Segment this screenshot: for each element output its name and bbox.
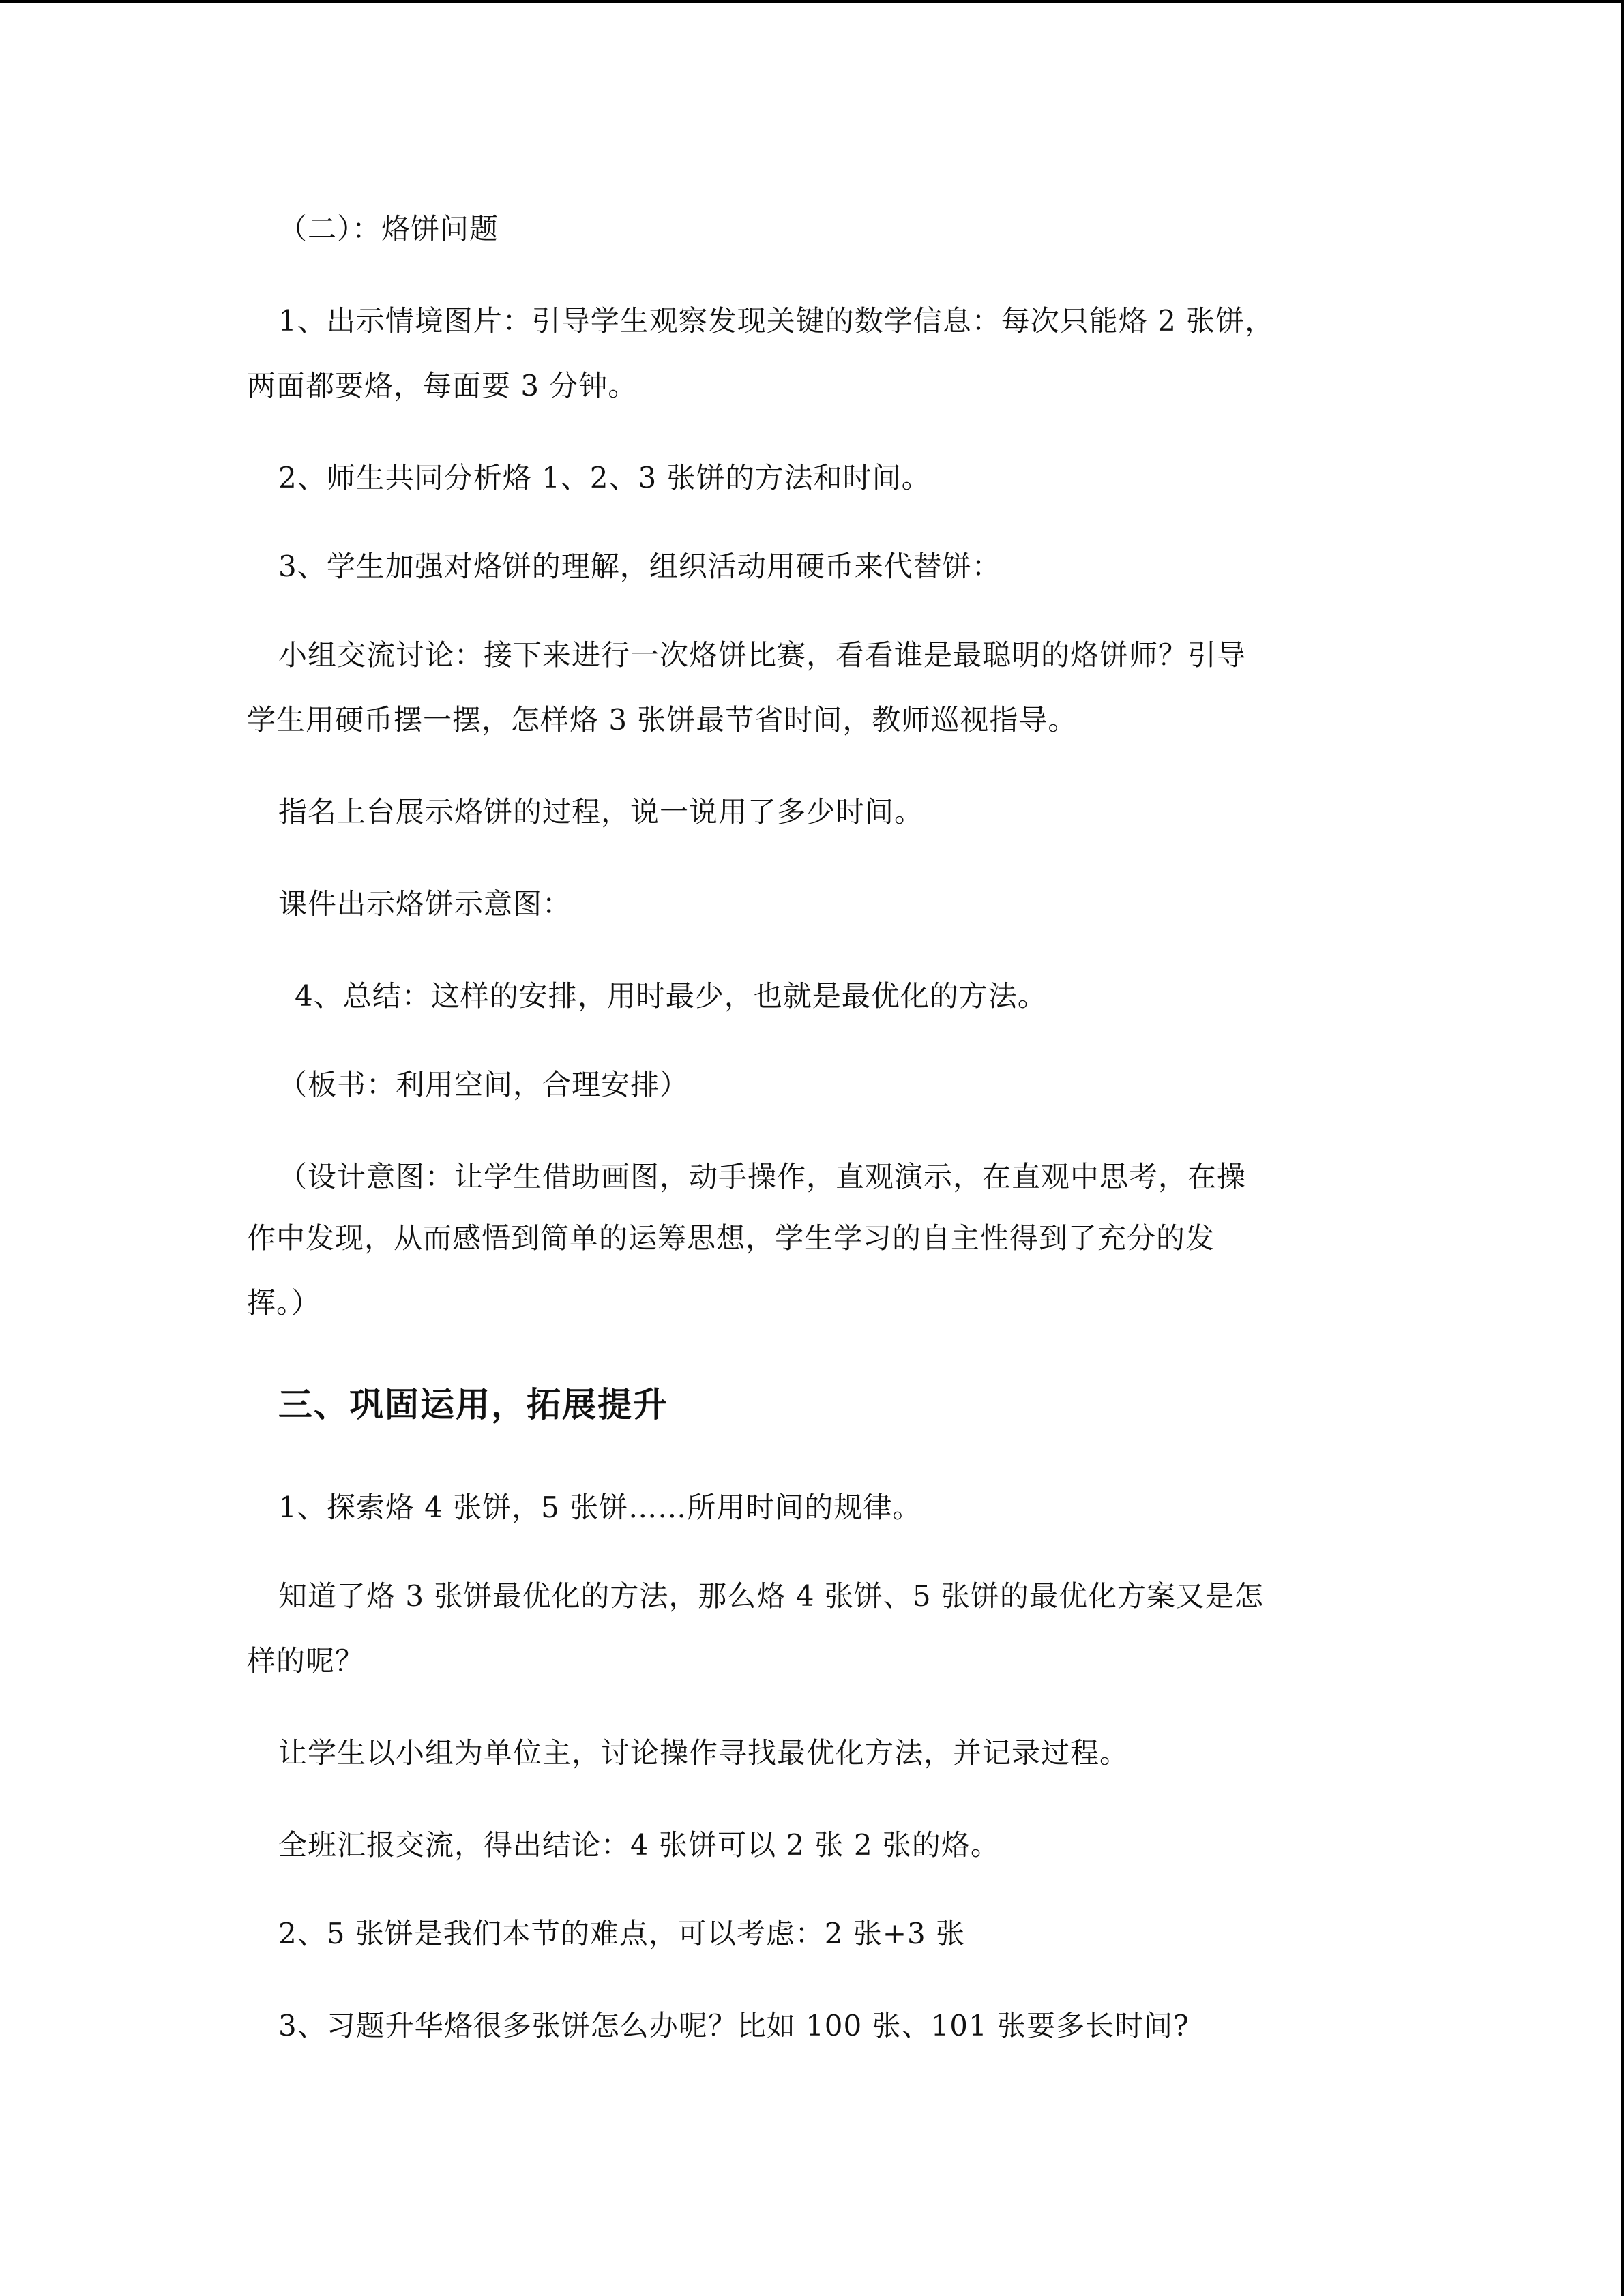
paragraph-line: 小组交流讨论：接下来进行一次烙饼比赛，看看谁是最聪明的烙饼师？引导 — [278, 638, 1247, 672]
paragraph-line: （设计意图：让学生借助画图，动手操作，直观演示，在直观中思考，在操 — [278, 1160, 1247, 1193]
paragraph-line: 4、总结：这样的安排，用时最少，也就是最优化的方法。 — [295, 979, 1047, 1013]
page-border-right — [1621, 0, 1624, 2296]
page-border-top — [0, 0, 1624, 3]
paragraph-line: 课件出示烙饼示意图： — [278, 887, 572, 921]
paragraph-line: 挥。） — [247, 1286, 321, 1320]
paragraph-line: 全班汇报交流，得出结论：4 张饼可以 2 张 2 张的烙。 — [278, 1828, 1000, 1862]
paragraph-line: 指名上台展示烙饼的过程，说一说用了多少时间。 — [278, 795, 924, 829]
paragraph-line: 学生用硬币摆一摆，怎样烙 3 张饼最节省时间，教师巡视指导。 — [247, 703, 1078, 736]
paragraph-line: 两面都要烙，每面要 3 分钟。 — [247, 369, 638, 402]
section-subtitle: （二）：烙饼问题 — [278, 212, 499, 245]
paragraph-line: 1、出示情境图片：引导学生观察发现关键的数学信息：每次只能烙 2 张饼， — [278, 304, 1275, 338]
paragraph-line: 3、习题升华烙很多张饼怎么办呢？比如 100 张、101 张要多长时间? — [278, 2009, 1190, 2042]
paragraph-line: 3、学生加强对烙饼的理解，组织活动用硬币来代替饼： — [278, 550, 1001, 583]
paragraph-line: 1、探索烙 4 张饼，5 张饼……所用时间的规律。 — [278, 1491, 922, 1524]
paragraph-line: 样的呢？ — [247, 1644, 365, 1678]
paragraph-line: （板书：利用空间，合理安排） — [278, 1068, 690, 1101]
paragraph-line: 知道了烙 3 张饼最优化的方法，那么烙 4 张饼、5 张饼的最优化方案又是怎 — [278, 1579, 1264, 1613]
paragraph-line: 作中发现，从而感悟到简单的运筹思想，学生学习的自主性得到了充分的发 — [247, 1221, 1215, 1255]
paragraph-line: 2、5 张饼是我们本节的难点，可以考虑：2 张+3 张 — [278, 1917, 966, 1950]
paragraph-line: 让学生以小组为单位主，讨论操作寻找最优化方法，并记录过程。 — [278, 1736, 1130, 1770]
section-heading: 三、巩固运用，拓展提升 — [278, 1385, 668, 1425]
paragraph-line: 2、师生共同分析烙 1、2、3 张饼的方法和时间。 — [278, 461, 931, 494]
